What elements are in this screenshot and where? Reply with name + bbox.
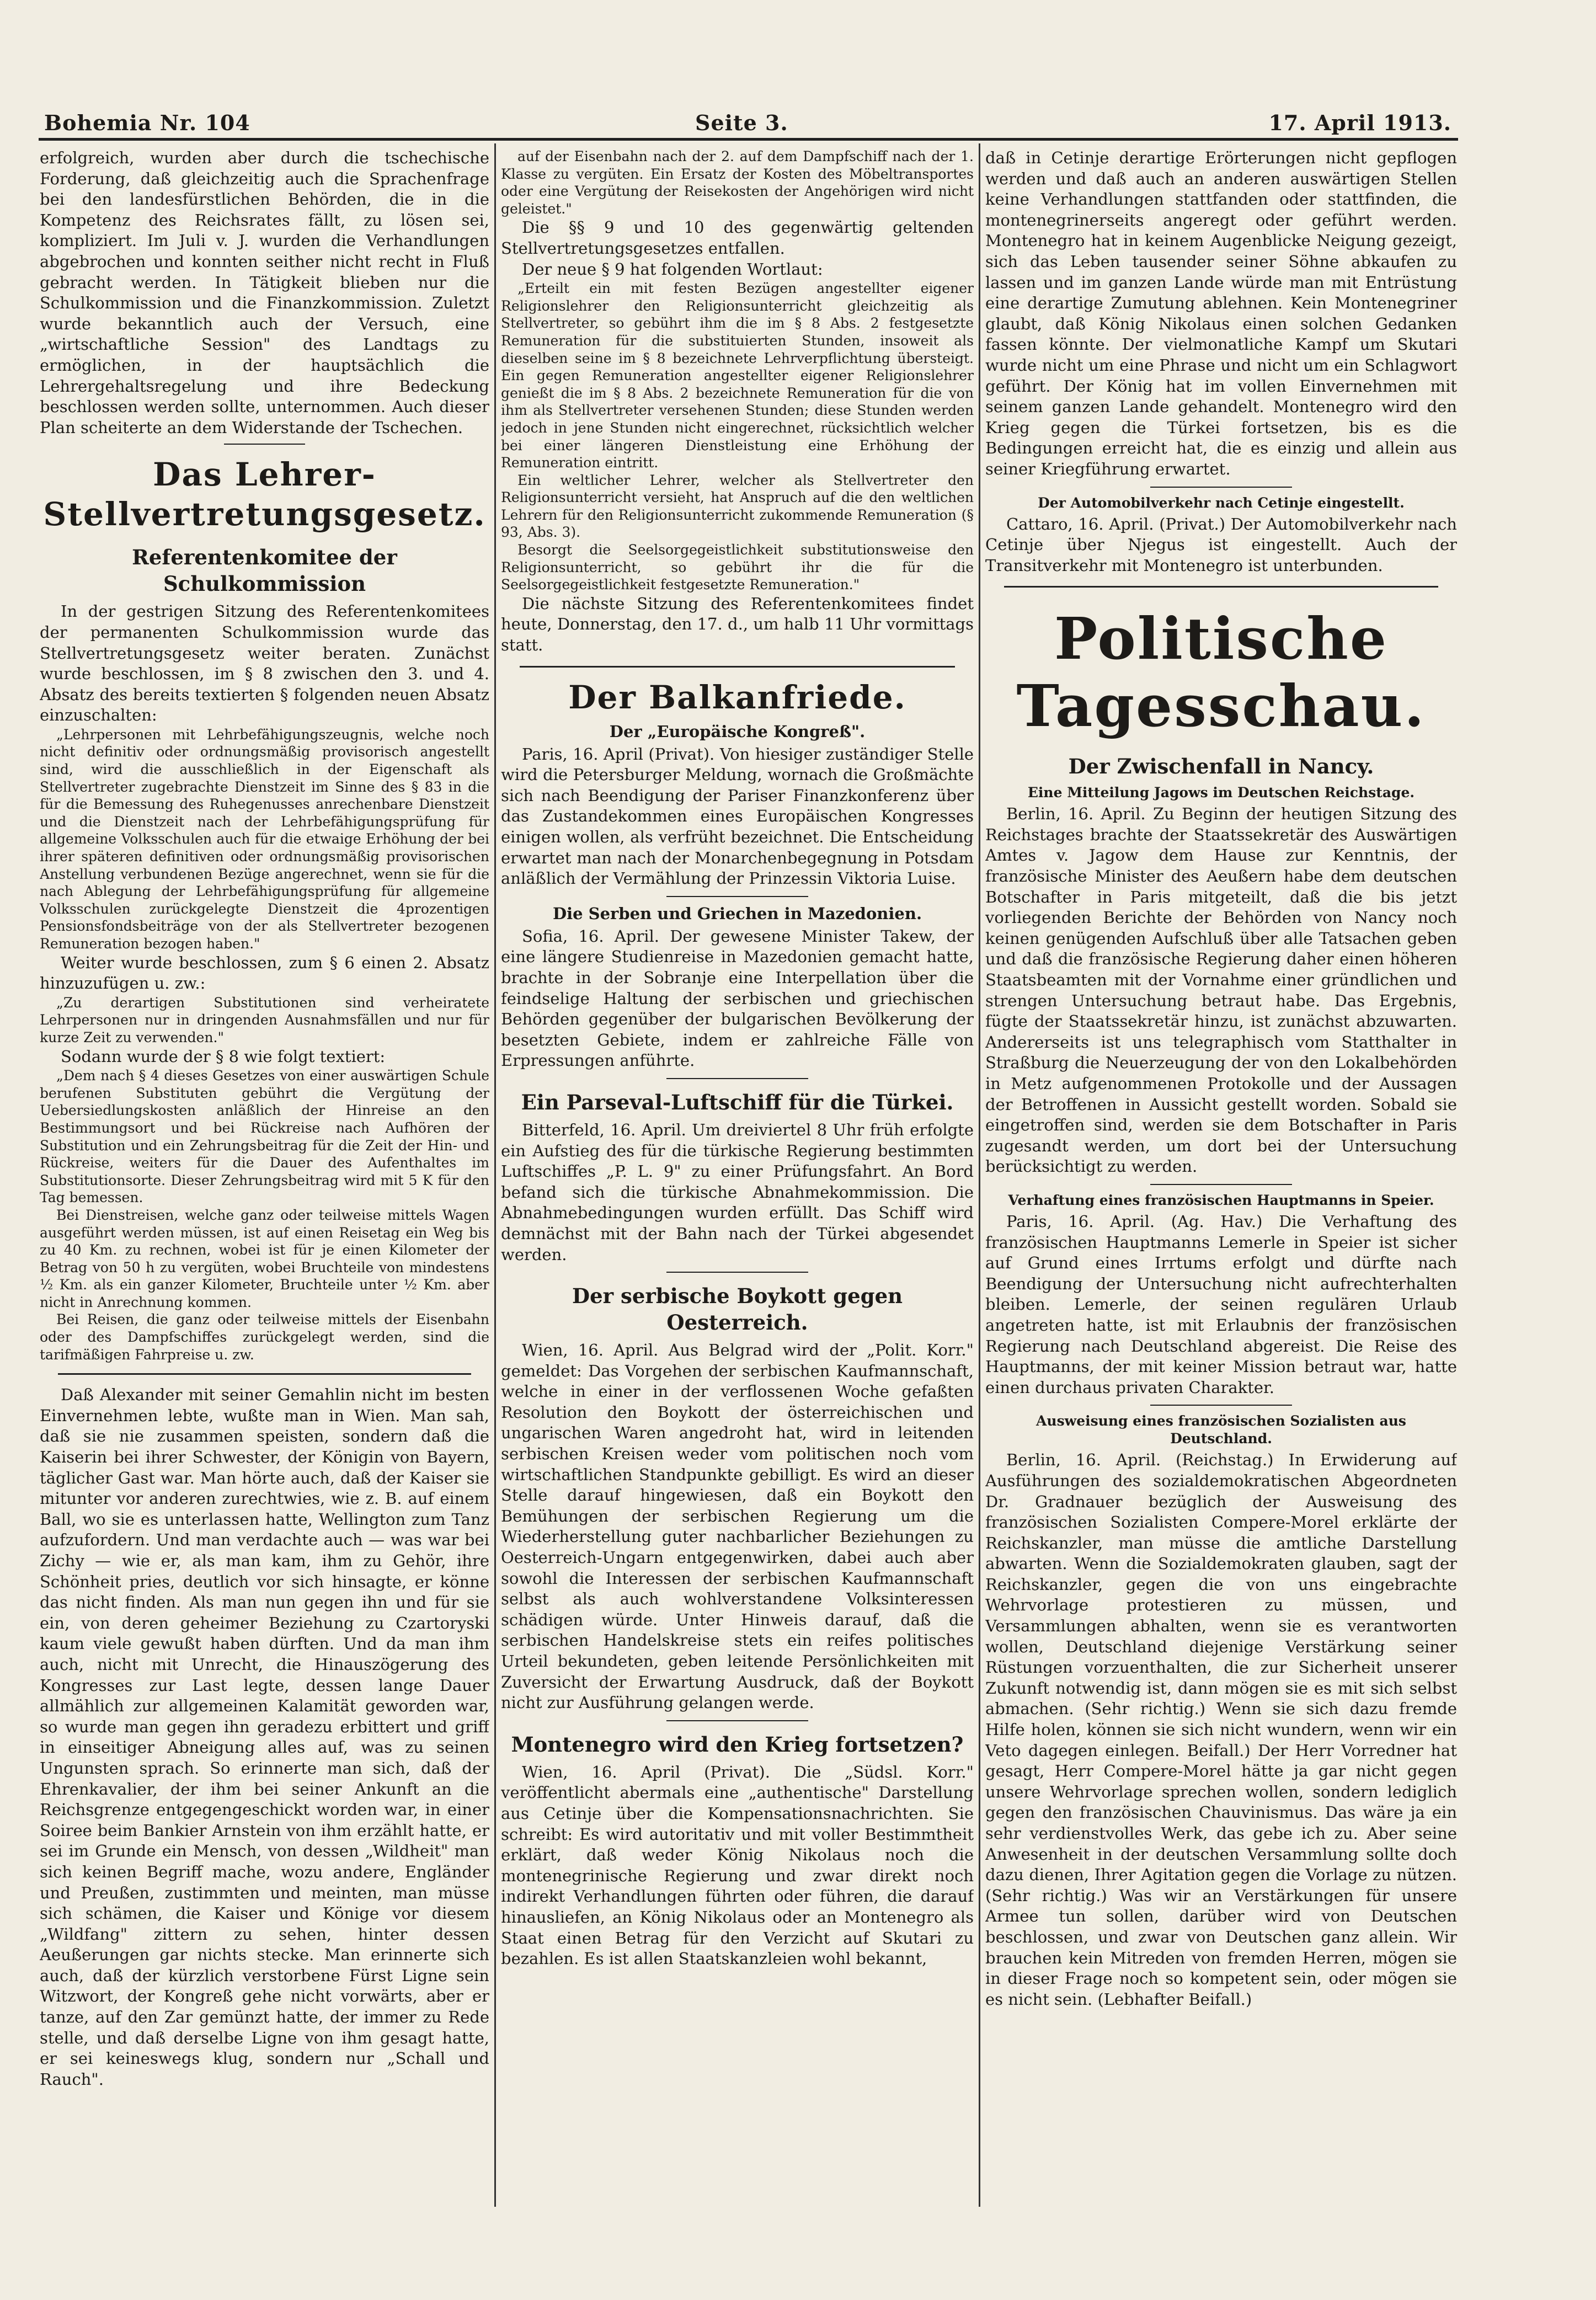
header-publication: Bohemia Nr. 104 bbox=[44, 110, 250, 135]
column-1 bbox=[40, 148, 489, 2200]
quoted-text: „Zu derartigen Substitutionen sind verheiratete Lehrpersonen nur in dringenden Ausnahmsfällen und nur für kurze Zeit zu verwenden." bbox=[40, 994, 489, 1045]
paragraph: Paris, 16. April. (Ag. Hav.) Die Verhaftung des französischen Hauptmanns Lemerle in Speier ist sicher auf Grund eines Irrtums erfolgt und dürfte nach Beendigung der Untersuchung nicht aufrechterhalten bleiben. Lemerle, der seinen regulären Urlaub angetreten hatte, ist mit Erlaubnis der französischen Regierung nach Deutschland abgereist. Die Reise des Hauptmanns, der mit keiner Mission betraut war, hatte einen durchaus privaten Charakter. bbox=[985, 1212, 1457, 1397]
separator bbox=[666, 1720, 808, 1721]
headline-politische-tagesschau: Politische Tagesschau. bbox=[1016, 605, 1426, 740]
article-continuation: daß in Cetinje derartige Erörterungen nicht gepflogen werden und daß auch an anderen auswärtigen Stellen keine Verhandlungen stattfanden oder stattfinden, die montenegrinerseits angeregt oder geführt werden. Montenegro hat in keinem Augenblicke Neigung gezeigt, sich das Leben tausender seiner Söhne abkaufen zu lassen und im ganzen Lande würde man mit Entrüstung eine derartige Zumutung ablehnen. Kein Montenegriner glaubt, daß König Nikolaus einen solchen Gedanken fassen könnte. Der vielmonatliche Kampf um Skutari wurde nicht um eine Phrase und nicht um ein Schlagwort geführt. Der König hat im vollen Einvernehmen mit seinem ganzen Lande gehandelt. Montenegro wird den Krieg gegen die Türkei fortsetzen, bis es die Bedingungen erreicht hat, die es einzig und allein aus seiner Kriegführung erwartet. bbox=[985, 148, 1457, 478]
headline-balkanfriede: Der Balkanfriede. bbox=[568, 678, 906, 716]
header-rule bbox=[39, 138, 1458, 141]
paragraph: Wien, 16. April (Privat). Die „Südsl. Korr." veröffentlicht abermals eine „authentische" Darstellung aus Cetinje über die Kompensationsnachrichten. Sie schreibt: Es wird autoritativ und mit voller Bestimmtheit erklärt, daß weder König Nikolaus noch die montenegrinische Regierung und zwar direkt noch indirekt Verhandlungen führten oder führen, die darauf hinausliefen, an König Nikolaus oder an Montenegro als Staat einen Betrag für den Verzicht auf Skutari zu bezahlen. Es ist allen Staatskanzleien wohl bekannt, bbox=[501, 1762, 974, 1968]
quoted-text: „Lehrpersonen mit Lehrbefähigungszeugnis, welche noch nicht definitiv oder ordnungsmäßig provisorisch angestellt sind, wird die ausschließlich in der Eigenschaft als Stellvertreter zugebrachte Dienstzeit im Sinne des § 83 in die für die Bemessung des Ruhegenusses anrechenbare Dienstzeit und die Dienstzeit nach der Lehrbefähigungsprüfung für allgemeine Volksschulen auch für die etwaige Erhöhung der bei ihrer späteren definitiven oder ordnungsmäßig provisorischen Anstellung verbundenen Bezüge angerechnet, wenn sie für die nach Ablegung der Lehrbefähigungsprüfung für allgemeine Volksschulen zurückgelegte Dienstzeit die 4prozentigen Pensionsfondsbeiträge von der als Stellvertreter bezogenen Remuneration bezogen haben." bbox=[40, 726, 489, 952]
feuilleton-text: Daß Alexander mit seiner Gemahlin nicht im besten Einvernehmen lebte, wußte man in Wien. Man sah, daß sie nie zusammen speisten, sondern daß die Kaiserin bei ihrer Schwester, der Königin von Bayern, täglicher Gast war. Man hörte auch, daß der Kaiser sie mitunter vor anderen zurechtwies, wie z. B. auf einem Ball, wo sie es unterlassen hatte, Wellington zum Tanz aufzufordern. Und man verdachte auch — was war bei Zichy — wie er, als man kam, ihm zu Gehör, ihre Schönheit pries, deutlich vor sich hinsagte, er könne das nicht finden. Als man nun gegen ihn und für sie ein, von deren geheimer Beziehung zu Czartoryski kaum viele gewußt haben dürften. Und da man ihm auch, nicht mit Unrecht, die Hinauszögerung des Kongresses zur Last legte, dessen lange Dauer allmählich zur allgemeinen Kalamität geworden war, so wurde man gegen ihn geradezu erbittert und griff in einseitiger Abneigung alles auf, was zu seinen Ungunsten sprach. So erinnerte man sich, daß der Ehrenkavalier, der ihm bei seiner Ankunft an die Reichsgrenze entgegengeschickt worden war, in einer Soiree beim Bankier Arnstein von ihm erzählt hatte, er sei im Grunde ein Mensch, von dessen „Wildheit" man sich keinen Begriff mache, wozu andere, Engländer und Preußen, zustimmten und meinten, man müsse sich schämen, die Kaiser und Könige vor diesem „Wildfang" zittern zu sehen, hinter dessen Aeußerungen gar nichts stecke. Man erinnerte sich auch, daß der kürzlich verstorbene Fürst Ligne sein Witzwort, der Kongreß gehe nicht vorwärts, aber er tanze, auf den Zar gemünzt hatte, der immer zu Rede stelle, und daß derselbe Ligne von ihm gesagt hatte, er sei keineswegs klug, sondern nur „Schall und Rauch". bbox=[40, 1385, 489, 2089]
quoted-text: Ein weltlicher Lehrer, welcher als Stellvertreter den Religionsunterricht versieht, hat Anspruch auf die den weltlichen Lehrern für den Religionsunterricht zukommende Remuneration (§ 93, Abs. 3). bbox=[501, 472, 974, 541]
paragraph: Berlin, 16. April. Zu Beginn der heutigen Sitzung des Reichstages brachte der Staatssekretär des Auswärtigen Amtes v. Jagow dem Hause zur Kenntnis, der französische Minister des Aeußern habe dem deutschen Botschafter in Paris mitgeteilt, daß die bis jetzt vorliegenden Berichte der Behörden von Nancy noch keinen genügenden Aufschluß über alle Tatsachen geben und daß die französische Regierung daher einen höheren Staatsbeamten mit der Vornahme einer gründlichen und strengen Untersuchung betraut habe. Das Ergebnis, fügte der Staatssekretär hinzu, ist zunächst abzuwarten. Andererseits ist uns telegraphisch vom Statthalter in Straßburg die Neuerzeugung der von den Lokalbehörden in Metz aufgenommenen Protokolle und der Aussagen der Betroffenen in Aussicht gestellt worden. Sobald sie eingetroffen sind, werden sie dem Botschafter in Paris zugesandt werden, um dort bei der Untersuchung berücksichtigt zu werden. bbox=[985, 804, 1457, 1176]
separator bbox=[666, 896, 808, 897]
article-continuation: erfolgreich, wurden aber durch die tschechische Forderung, daß gleichzeitig auch die Sprachenfrage bei den landesfürstlichen Behörden, die in die Kompetenz des Reichsrates fällt, zu lösen sei, kompliziert. Im Juli v. J. wurden die Verhandlungen abgebrochen und konnten seither nicht recht in Fluß gebracht werden. In Tätigkeit blieben nur die Schulkommission und die Finanzkommission. Zuletzt wurde bekanntlich auch der Versuch, eine „wirtschaftliche Session" des Landtags zu ermöglichen, in der hauptsächlich die Lehrergehaltsregelung und ihre Bedeckung beschlossen werden sollte, unternommen. Auch dieser Plan scheiterte an dem Widerstande der Tschechen. bbox=[40, 148, 489, 437]
header-page-number: Seite 3. bbox=[695, 110, 788, 135]
separator bbox=[1150, 1405, 1292, 1406]
subheadline-serben: Die Serben und Griechen in Mazedonien. bbox=[552, 904, 922, 923]
paragraph: Der neue § 9 hat folgenden Wortlaut: bbox=[522, 259, 823, 279]
separator bbox=[1150, 487, 1292, 488]
column-divider bbox=[494, 143, 496, 2207]
quoted-text: Bei Reisen, die ganz oder teilweise mittels der Eisenbahn oder des Dampfschiffes zurückgelegt werden, sind die tarifmäßigen Fahrpreise u. zw. bbox=[40, 1311, 489, 1363]
paragraph: Sodann wurde der § 8 wie folgt textiert: bbox=[61, 1047, 386, 1066]
subheadline-referentenkomitee: Referentenkomitee der Schulkommission bbox=[132, 545, 397, 596]
separator bbox=[666, 1078, 808, 1079]
column-divider bbox=[979, 143, 980, 2207]
quoted-text: „Dem nach § 4 dieses Gesetzes von einer auswärtigen Schule berufenen Substituten gebührt die Vergütung der Uebersiedlungskosten anläßlich der Hinreise an den Bestimmungsort und bei Rückreise nach Aufhören der Substitution und ein Zehrungsbeitrag für die Zeit der Hin- und Rückreise, weiters für die Dauer des Aufenthaltes im Substitutionsorte. Dieser Zehrungsbeitrag wird mit 5 K für den Tag bemessen. bbox=[40, 1068, 489, 1206]
quoted-text: „Erteilt ein mit festen Bezügen angestellter eigener Religionslehrer den Religionsunterricht gleichzeitig als Stellvertreter, so gebührt ihm die im § 8 Abs. 2 festgesetzte Remuneration für die substituierten Stunden, insoweit als dieselben seine im § 8 bezeichnete Lehrverpflichtung übersteigt. Ein gegen Remuneration angestellter eigener Religionslehrer genießt die im § 8 Abs. 2 bezeichnete Remuneration für die von ihm als Stellvertreter versehenen Stunden; diese Stunden werden jedoch in jene Stunden nicht eingerechnet, rücksichtlich welcher bei einer längeren Dienstleistung eine Erhöhung der Remuneration eintritt. bbox=[501, 280, 974, 471]
header-date: 17. April 1913. bbox=[1268, 110, 1451, 135]
column-3 bbox=[985, 148, 1457, 2200]
subheadline-verhaftung: Verhaftung eines französischen Hauptmanns in Speier. bbox=[1008, 1192, 1434, 1208]
separator bbox=[1004, 586, 1438, 588]
quoted-text: Bei Dienstreisen, welche ganz oder teilweise mittels Wagen ausgeführt werden müssen, ist auf einen Reisetag ein Weg bis zu 40 Km. zu rechnen, wobei ist für je einen Kilometer der Betrag von 50 h zu vergüten, wobei Bruchteile von mindestens ½ Km. als ein ganzer Kilometer, Bruchteile unter ½ Km. aber nicht in Anrechnung kommen. bbox=[40, 1207, 489, 1310]
separator bbox=[666, 1272, 808, 1273]
subheadline-automobil: Der Automobilverkehr nach Cetinje eingestellt. bbox=[1038, 494, 1405, 511]
paragraph: Wien, 16. April. Aus Belgrad wird der „Polit. Korr." gemeldet: Das Vorgehen der serbischen Kaufmannschaft, welche in einer in der verflossenen Woche gefaßten Resolution den Boykott der österreichischen und ungarischen Waren angedroht hat, wird in leitenden serbischen Kreisen weder vom politischen noch vom wirtschaftlichen Standpunkte gebilligt. Es wird an dieser Stelle darauf hingewiesen, daß ein Boykott den Bemühungen der serbischen Regierung um die Wiederherstellung guter nachbarlicher Beziehungen zu Oesterreich-Ungarn entgegenwirken, dabei auch aber sowohl die Interessen der serbischen Kaufmannschaft selbst als auch wohlverstandene Volksinteressen schädigen würde. Unter Hinweis darauf, daß die serbischen Handelskreise stets ein reifes politisches Urteil bekundeten, geben leitende Persönlichkeiten mit Zuversicht der Erwartung Ausdruck, daß der Boykott nicht zur Ausführung gelangen werde. bbox=[501, 1341, 974, 1712]
paragraph: In der gestrigen Sitzung des Referentenkomitees der permanenten Schulkommission wurde das Stellvertretungsgesetz weiter beraten. Zunächst wurde beschlossen, im § 8 zwischen den 3. und 4. Absatz des bereits textierten § folgenden neuen Absatz einzuschalten: bbox=[40, 602, 489, 725]
separator bbox=[520, 666, 954, 668]
subheadline-jagow: Eine Mitteilung Jagows im Deutschen Reichstage. bbox=[1027, 785, 1415, 801]
subheadline-parseval: Ein Parseval-Luftschiff für die Türkei. bbox=[521, 1090, 954, 1114]
quoted-text: auf der Eisenbahn nach der 2. auf dem Dampfschiff nach der 1. Klasse zu vergüten. Ein Ersatz der Kosten des Möbeltransportes oder eine Vergütung der Reisekosten der Angehörigen wird nicht geleistet." bbox=[501, 148, 974, 217]
subheadline-montenegro: Montenegro wird den Krieg fortsetzen? bbox=[511, 1732, 964, 1757]
separator bbox=[1150, 1184, 1292, 1185]
paragraph: Weiter wurde beschlossen, zum § 6 einen 2. Absatz hinzuzufügen u. zw.: bbox=[40, 953, 489, 993]
paragraph: Bitterfeld, 16. April. Um dreiviertel 8 Uhr früh erfolgte ein Aufstieg des für die türkische Regierung bestimmten Luftschiffes „P. L. 9" zu einer Prüfungsfahrt. An Bord befand sich die türkische Abnahmekommission. Die Abnahmebedingungen wurden erfüllt. Das Schiff wird demnächst mit der Bahn nach der Türkei abgesendet werden. bbox=[501, 1120, 974, 1264]
paragraph: Sofia, 16. April. Der gewesene Minister Takew, der eine längere Studienreise in Mazedonien gemacht hatte, brachte in der Sobranje eine Interpellation über die feindselige Haltung der serbischen und griechischen Behörden gegenüber der bulgarischen Bevölkerung der besetzten Gebiete, indem er zahlreiche Fälle von Erpressungen anführte. bbox=[501, 926, 974, 1070]
column-2 bbox=[501, 148, 974, 2200]
feuilleton-rule bbox=[58, 1373, 472, 1375]
paragraph: Berlin, 16. April. (Reichstag.) In Erwiderung auf Ausführungen des sozialdemokratischen Abgeordneten Dr. Gradnauer bezüglich der Ausweisung des französischen Sozialisten Compere-Morel erklärte der Reichskanzler, man müsse die amtliche Darstellung abwarten. Wenn die Sozialdemokraten glauben, sagt der Reichskanzler, gegen die von uns eingebrachte Wehrvorlage protestieren zu müssen, und Versammlungen abhalten, wenn sie es verantworten wollen, Deutschland diejenige Verstärkung seiner Rüstungen vorzuenthalten, die zur Sicherheit unserer Zukunft notwendig ist, dann mögen sie es mit sich selbst abmachen. (Sehr richtig.) Wenn sie sich dazu fremde Hilfe holen, können sie sich nicht wundern, wenn wir ein Veto dagegen einlegen. Beifall.) Der Herr Vorredner hat gesagt, Herr Compere-Morel hätte ja gar nicht gegen unsere Wehrvorlage sprechen wollen, sondern lediglich gegen den französischen Chauvinismus. Das wäre ja ein sehr verdienstvolles Werk, das gebe ich zu. Aber seine Anwesenheit in der deutschen Versammlung sollte doch dazu dienen, Ihrer Agitation gegen die Vorlage zu nützen. (Sehr richtig.) Was wir an Verstärkungen für unsere Armee tun sollen, darüber wird von Deutschen beschlossen, und zwar von Deutschen ganz allein. Wir brauchen kein Mitreden von fremden Herren, mögen sie in dieser Frage noch so kompetent sein, oder mögen sie es nicht sein. (Lebhafter Beifall.) bbox=[985, 1450, 1457, 2009]
paragraph: Die nächste Sitzung des Referentenkomitees findet heute, Donnerstag, den 17. d., um halb 11 Uhr vormittags statt. bbox=[501, 594, 974, 655]
headline-lehrer: Das Lehrer-Stellvertretungsgesetz. bbox=[43, 456, 486, 533]
paragraph: Paris, 16. April (Privat). Von hiesiger zuständiger Stelle wird die Petersburger Meldung, wornach die Großmächte sich nach Beendigung der Pariser Finanzkonferenz über das Zustandekommen eines Europäischen Kongresses einigen wollen, als verfrüht bezeichnet. Die Entscheidung erwartet man nach der Monarchenbegegnung in Potsdam anläßlich der Vermählung der Prinzessin Viktoria Luise. bbox=[501, 744, 974, 888]
quoted-text: Besorgt die Seelsorgegeistlichkeit substitutionsweise den Religionsunterricht, so gebührt ihr die für die Seelsorgegeistlichkeit festgesetzte Remuneration." bbox=[501, 542, 974, 593]
subheadline-boykott: Der serbische Boykott gegen Oesterreich. bbox=[572, 1284, 903, 1335]
paragraph: Cattaro, 16. April. (Privat.) Der Automobilverkehr nach Cetinje über Njegus ist eingestellt. Auch der Transitverkehr mit Montenegro ist unterbunden. bbox=[985, 514, 1457, 575]
subheadline-kongress: Der „Europäische Kongreß". bbox=[609, 722, 866, 741]
separator bbox=[224, 444, 305, 445]
subheadline-zwischenfall: Der Zwischenfall in Nancy. bbox=[1068, 754, 1374, 779]
subheadline-ausweisung: Ausweisung eines französischen Sozialisten aus Deutschland. bbox=[1036, 1413, 1406, 1447]
paragraph: Die §§ 9 und 10 des gegenwärtig geltenden Stellvertretungsgesetzes entfallen. bbox=[501, 218, 974, 258]
